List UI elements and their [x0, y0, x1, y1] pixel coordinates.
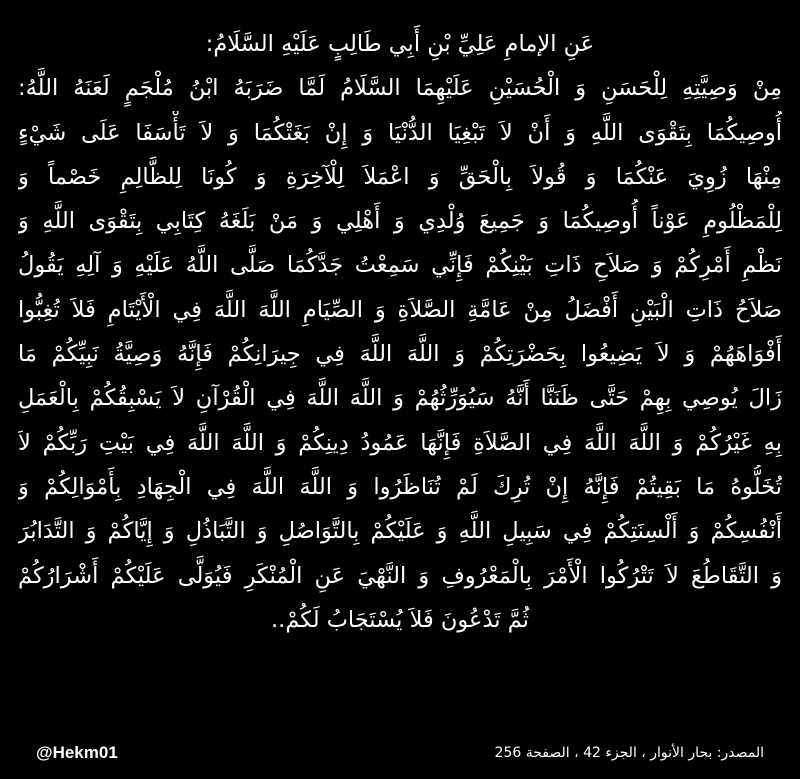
footer [0, 739, 800, 779]
text-line: وَ التَّقَاطُعَ لاَ تَتْرُكُوا الْأَمْرَ بِالْمَعْرُوفِ وَ النَّهْيَ عَنِ الْمُنْكَرِ فَيُوَلَّى عَلَيْكُمْ أَشْرَارُكُمْ [18, 562, 782, 589]
text-line: مِنْ وَصِيَّتِهِ لِلْحَسَنِ وَ الْحُسَيْنِ عَلَيْهِمَا السَّلَامُ لَمَّا ضَرَبَهُ ابْنُ مُلْجَمٍ لَعَنَهُ اللَّهُ: [18, 75, 782, 102]
text-line: أَنْفُسِكُمْ وَ أَلْسِنَتِكُمْ فِي سَبِيلِ اللَّهِ وَ عَلَيْكُمْ بِالتَّوَاصُلِ وَ التَّبَاذُلِ وَ إِيَّاكُمْ وَ التَّدَابُرَ [18, 518, 782, 545]
text-line: لِلْمَظْلُومِ عَوْناً أُوصِيكُمَا وَ جَمِيعَ وُلْدِي وَ أَهْلِي وَ مَنْ بَلَغَهُ كِتَابِي بِتَقْوَى اللَّهِ وَ [18, 208, 782, 235]
text-line: صَلاَحُ ذَاتِ الْبَيْنِ أَفْضَلُ مِنْ عَامَّةِ الصَّلاَةِ وَ الصِّيَامِ اللَّهَ اللَّهَ فِي الْأَيْتَامِ فَلاَ تُغِبُّوا [18, 296, 782, 323]
source-citation: المصدر: بحار الأنوار ، الجزء 42 ، الصفحة 256 [494, 745, 764, 761]
text-line: مِنْهَا زُوِيَ عَنْكُمَا وَ قُولاَ بِالْحَقِّ وَ اعْمَلاَ لِلْآخِرَةِ وَ كُونَا لِلظَّالِمِ خَصْماً وَ [18, 163, 782, 190]
text-line: بِهِ غَيْرُكُمْ وَ اللَّهَ اللَّهَ فِي الصَّلاَةِ فَإِنَّهَا عَمُودُ دِينِكُمْ وَ اللَّهَ اللَّهَ فِي بَيْتِ رَبِّكُمْ لاَ [18, 429, 782, 456]
text-line: تُخَلُّوهُ مَا بَقِيتُمْ فَإِنَّهُ إِنْ تُرِكَ لَمْ تُنَاظَرُوا وَ اللَّهَ اللَّهَ فِي الْجِهَادِ بِأَمْوَالِكُمْ وَ [18, 473, 782, 500]
text-line: أَفْوَاهَهُمْ وَ لاَ يَضِيعُوا بِحَضْرَتِكُمْ وَ اللَّهَ اللَّهَ فِي جِيرَانِكُمْ فَإِنَّهُ وَصِيَّةُ نَبِيِّكُمْ مَا [18, 341, 782, 368]
account-handle: @Hekm01 [36, 743, 118, 762]
document-title: عَنِ الإمامِ عَلِيِّ بْنِ أَبِي طَالِبٍ عَلَيْهِ السَّلَامُ: [205, 31, 595, 57]
text-block [18, 22, 782, 642]
text-line: أُوصِيكُمَا بِتَقْوَى اللَّهِ وَ أَنْ لاَ تَبْغِيَا الدُّنْيَا وَ إِنْ بَغَتْكُمَا وَ لاَ تَأْسَفَا عَلَى شَيْءٍ [18, 119, 782, 146]
text-line: زَالَ يُوصِي بِهِمْ حَتَّى ظَنَنَّا أَنَّهُ سَيُوَرِّثُهُمْ وَ اللَّهَ اللَّهَ فِي الْقُرْآنِ لاَ يَسْبِقُكُمْ بِالْعَمَلِ [18, 385, 782, 412]
text-line: نَظْمِ أَمْرِكُمْ وَ صَلاَحِ ذَاتِ بَيْنِكُمْ فَإِنِّي سَمِعْتُ جَدَّكُمَا صَلَّى اللَّهُ عَلَيْهِ وَ آلِهِ يَقُولُ [18, 252, 782, 279]
text-line-last: ثُمَّ تَدْعُونَ فَلاَ يُسْتَجَابُ لَكُمْ.. [271, 606, 529, 633]
